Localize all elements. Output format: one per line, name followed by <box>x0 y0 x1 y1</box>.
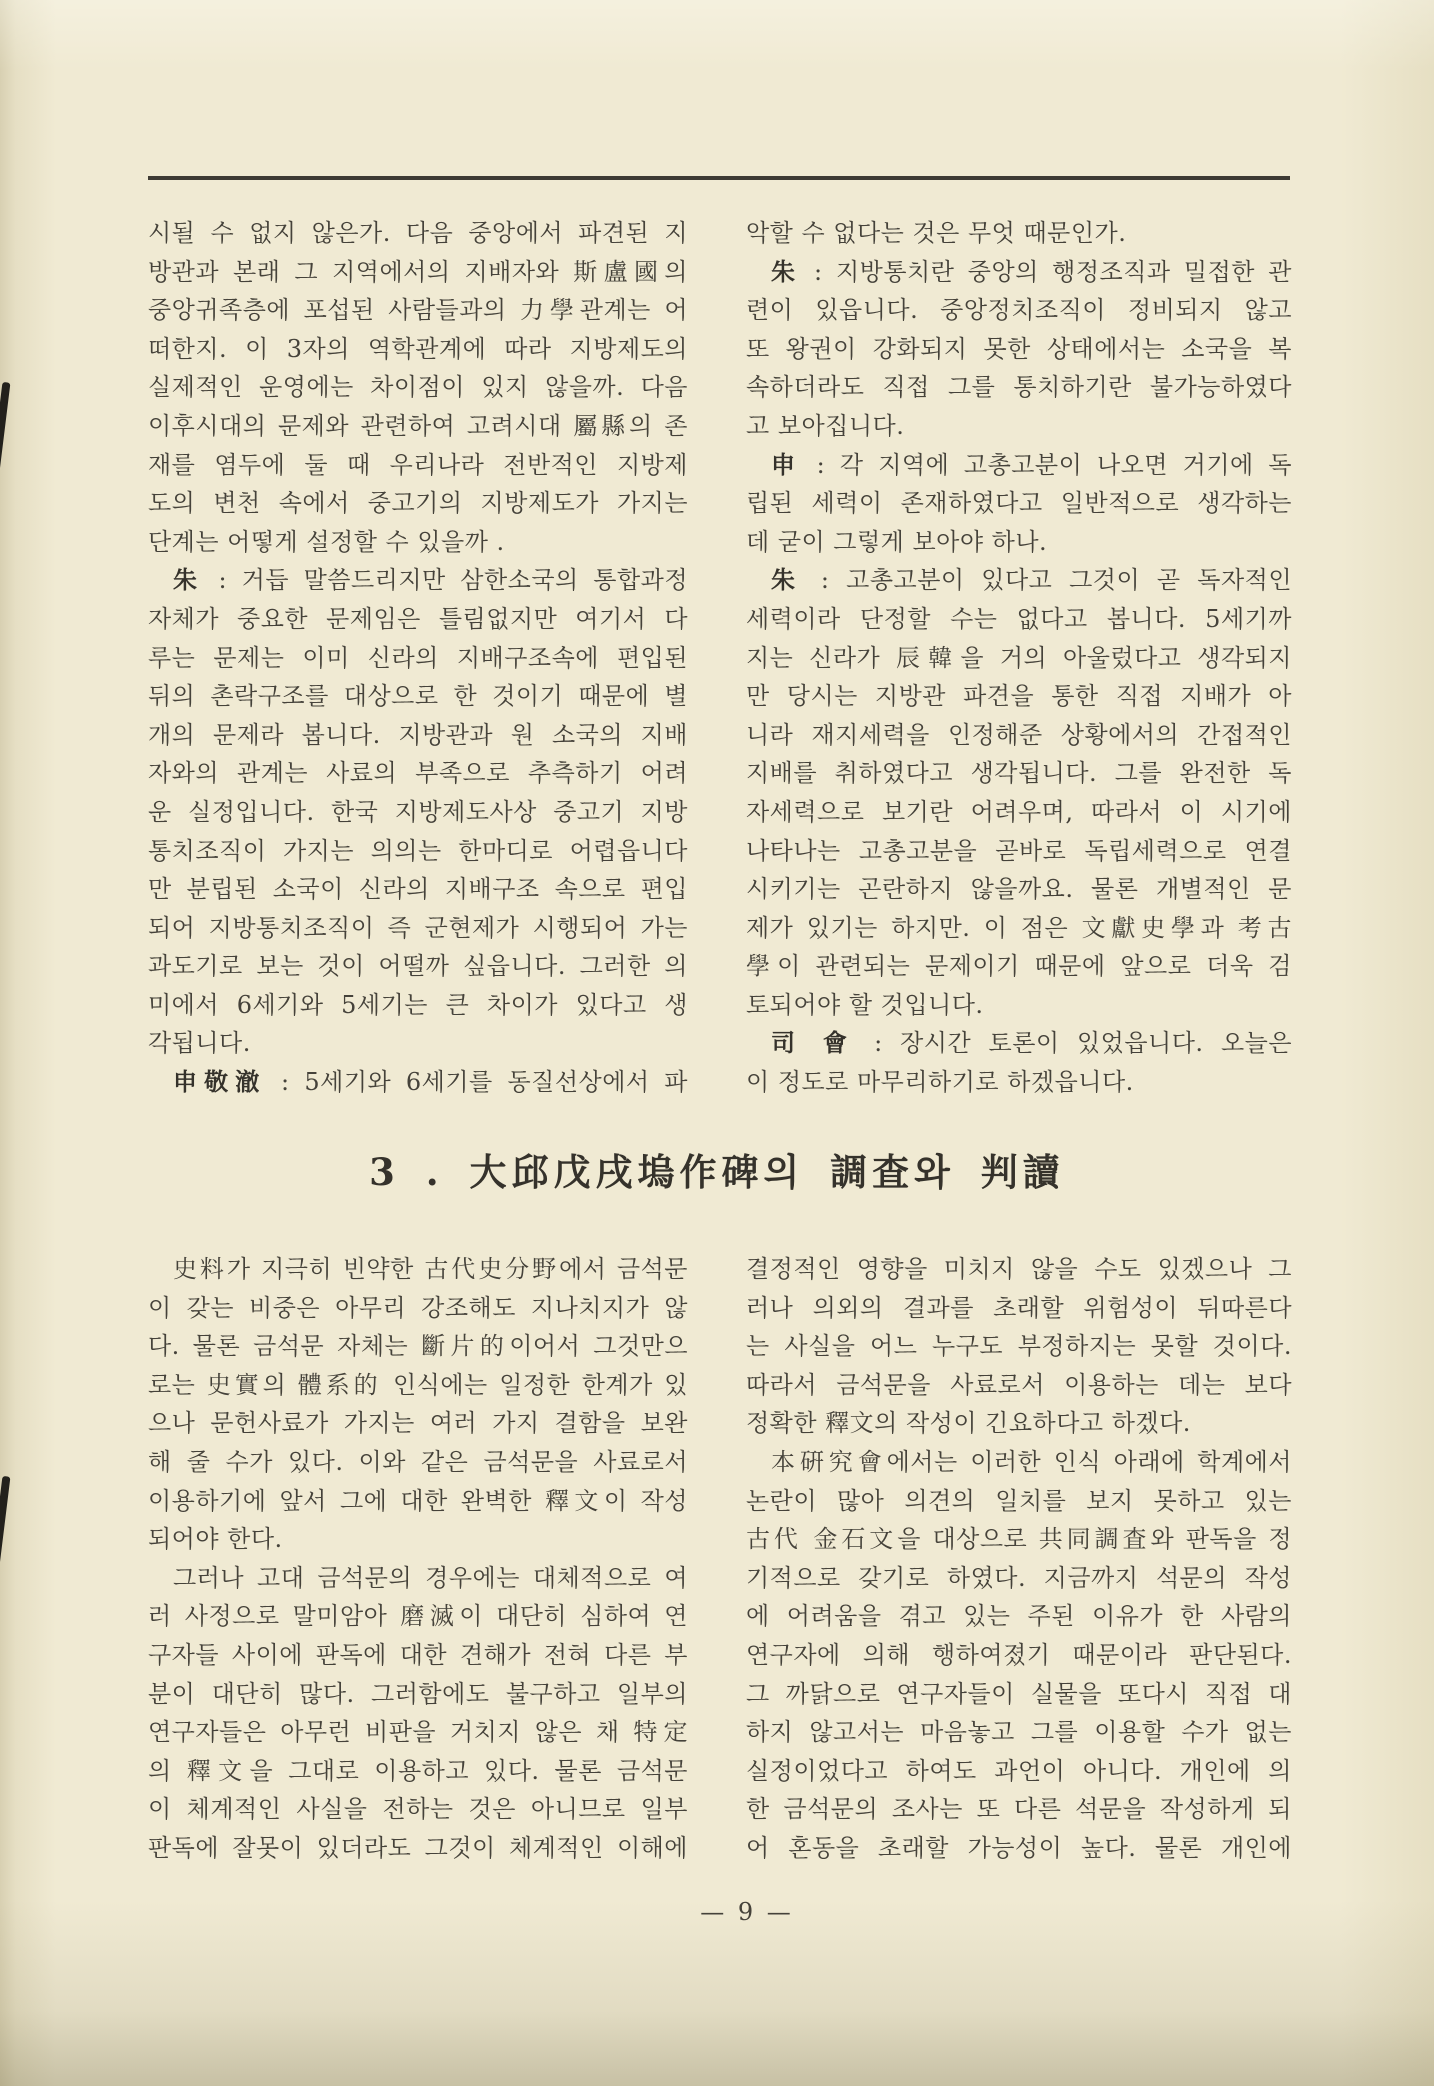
text-line: 申敬澈 : 5세기와 6세기를 동질선상에서 파 <box>173 1067 688 1097</box>
speaker-name: 朱 <box>173 565 204 595</box>
text-line: 로는 史實의 體系的 인식에는 일정한 한계가 있 <box>148 1370 688 1399</box>
text-line: 판독에 잘못이 있더라도 그것이 체계적인 이해에 <box>148 1833 688 1862</box>
text-line: 그러나 고대 금석문의 경우에는 대체적으로 여 <box>173 1563 688 1592</box>
text-line: 러나 의외의 결과를 초래할 위험성이 뒤따른다 <box>746 1293 1292 1322</box>
text-line: 의 釋文을 그대로 이용하고 있다. 물론 금석문 <box>148 1756 688 1785</box>
text-line: 뒤의 촌락구조를 대상으로 한 것이기 때문에 별 <box>148 682 688 711</box>
speaker-name: 朱 <box>771 565 805 595</box>
text-line: 연구자에 의해 행하여졌기 때문이라 판단된다. <box>746 1640 1292 1669</box>
text-line: 는 사실을 어느 누구도 부정하지는 못할 것이다. <box>746 1332 1292 1361</box>
text-line: 또 왕권이 강화되지 못한 상태에서는 소국을 복 <box>746 334 1292 363</box>
text-line: 떠한지. 이 3자의 역학관계에 따라 지방제도의 <box>148 334 688 363</box>
text-line: 고 보아집니다. <box>746 411 905 440</box>
text-line: 립된 세력이 존재하였다고 일반적으로 생각하는 <box>746 489 1292 518</box>
text-line: 시키기는 곤란하지 않을까요. 물론 개별적인 문 <box>746 875 1292 904</box>
text-line: 朱 : 거듭 말씀드리지만 삼한소국의 통합과정 <box>173 565 688 595</box>
text-line: 개의 문제라 봅니다. 지방관과 원 소국의 지배 <box>148 720 688 749</box>
text-line: 에 어려움을 겪고 있는 주된 이유가 한 사람의 <box>746 1602 1292 1631</box>
text-line: 어 혼동을 초래할 가능성이 높다. 물론 개인에 <box>746 1833 1292 1862</box>
text-line: 本硏究會에서는 이러한 인식 아래에 학계에서 <box>771 1447 1292 1476</box>
text-line: 시될 수 없지 않은가. 다음 중앙에서 파견된 지 <box>148 219 688 247</box>
text-line: 따라서 금석문을 사료로서 이용하는 데는 보다 <box>746 1370 1292 1399</box>
text-line: 朱 : 지방통치란 중앙의 행정조직과 밀접한 관 <box>771 256 1292 286</box>
text-line: 古代 金石文을 대상으로 共同調査와 판독을 정 <box>746 1525 1292 1554</box>
text-line: 토되어야 할 것입니다. <box>746 990 984 1019</box>
text-line: 단계는 어떻게 설정할 수 있을까 . <box>148 527 505 556</box>
text-line: 과도기로 보는 것이 어떨까 싶읍니다. 그러한 의 <box>148 952 688 981</box>
discussion-right-column <box>746 214 1292 1102</box>
article-section <box>148 1250 1292 1868</box>
discussion-section <box>148 214 1292 1102</box>
article-right-column <box>746 1250 1292 1868</box>
text-line: 朱 : 고총고분이 있다고 그것이 곧 독자적인 <box>771 565 1292 595</box>
text-line: 재를 염두에 둘 때 우리나라 전반적인 지방제 <box>148 450 688 479</box>
text-line: 러 사정으로 말미암아 磨滅이 대단히 심하여 연 <box>148 1602 688 1631</box>
text-line: 제가 있기는 하지만. 이 점은 文獻史學과 考古 <box>746 913 1292 942</box>
text-line: 도의 변천 속에서 중고기의 지방제도가 가지는 <box>148 489 688 518</box>
text-line: 學이 관련되는 문제이기 때문에 앞으로 더욱 검 <box>746 952 1292 981</box>
text-line: 분이 대단히 많다. 그러함에도 불구하고 일부의 <box>148 1679 688 1708</box>
text-line: 지배를 취하였다고 생각됩니다. 그를 완전한 독 <box>746 759 1292 788</box>
text-line: 정확한 釋文의 작성이 긴요하다고 하겠다. <box>746 1409 1191 1438</box>
text-line: 실정이었다고 하여도 과언이 아니다. 개인에 의 <box>746 1756 1292 1785</box>
text-line: 연구자들은 아무런 비판을 거치지 않은 채 特定 <box>148 1718 688 1747</box>
text-line: 악할 수 없다는 것은 무엇 때문인가. <box>746 219 1127 247</box>
text-line: 되어 지방통치조직이 즉 군현제가 시행되어 가는 <box>148 913 688 942</box>
text-line: 운 실정입니다. 한국 지방제도사상 중고기 지방 <box>148 797 688 826</box>
text-line: 으나 문헌사료가 가지는 여러 가지 결함을 보완 <box>148 1409 688 1438</box>
text-line: 중앙귀족층에 포섭된 사람들과의 力學관계는 어 <box>148 296 688 325</box>
text-line: 자체가 중요한 문제임은 틀림없지만 여기서 다 <box>148 604 688 633</box>
discussion-left-column <box>148 214 688 1102</box>
text-line: 이후시대의 문제와 관련하여 고려시대 屬縣의 존 <box>148 411 688 440</box>
text-line: 속하더라도 직접 그를 통치하기란 불가능하였다 <box>746 373 1292 402</box>
speaker-name: 司 會 <box>771 1028 857 1058</box>
text-line: 申 : 각 지역에 고총고분이 나오면 거기에 독 <box>771 449 1292 479</box>
speaker-name: 申 <box>771 449 803 479</box>
text-line: 하지 않고서는 마음놓고 그를 이용할 수가 없는 <box>746 1718 1292 1747</box>
text-line: 결정적인 영향을 미치지 않을 수도 있겠으나 그 <box>746 1255 1292 1283</box>
text-line: 자세력으로 보기란 어려우며, 따라서 이 시기에 <box>746 797 1292 826</box>
text-line: 기적으로 갖기로 하였다. 지금까지 석문의 작성 <box>746 1563 1292 1592</box>
text-line: 지는 신라가 辰韓을 거의 아울렀다고 생각되지 <box>746 643 1292 672</box>
text-line: 구자들 사이에 판독에 대한 견해가 전혀 다른 부 <box>148 1640 688 1669</box>
header-rule <box>148 176 1290 180</box>
page-number: — 9 — <box>700 1898 794 1926</box>
text-line: 만 분립된 소국이 신라의 지배구조 속으로 편입 <box>148 875 688 904</box>
text-line: 다. 물론 금석문 자체는 斷片的이어서 그것만으 <box>148 1332 688 1361</box>
text-line: 나타나는 고총고분을 곧바로 독립세력으로 연결 <box>746 836 1292 865</box>
text-line: 그 까닭으로 연구자들이 실물을 또다시 직접 대 <box>746 1679 1292 1708</box>
text-line: 史料가 지극히 빈약한 古代史分野에서 금석문 <box>173 1255 688 1283</box>
text-line: 이 체계적인 사실을 전하는 것은 아니므로 일부 <box>148 1795 688 1824</box>
text-line: 데 굳이 그렇게 보아야 하나. <box>746 527 1048 556</box>
text-line: 司 會 : 장시간 토론이 있었읍니다. 오늘은 <box>771 1028 1292 1058</box>
text-line: 통치조직이 가지는 의의는 한마디로 어렵읍니다 <box>148 836 688 865</box>
text-line: 실제적인 운영에는 차이점이 있지 않을까. 다음 <box>148 373 688 402</box>
text-line: 되어야 한다. <box>148 1525 283 1554</box>
article-left-column <box>148 1250 688 1868</box>
speaker-name: 申敬澈 <box>173 1067 267 1097</box>
text-line: 이 갖는 비중은 아무리 강조해도 지나치지가 않 <box>148 1293 688 1322</box>
section-heading: 3 . 大邱戊戌塢作碑의 調査와 判讀 <box>369 1150 1065 1194</box>
text-line: 한 금석문의 조사는 또 다른 석문을 작성하게 되 <box>746 1795 1292 1824</box>
text-line: 해 줄 수가 있다. 이와 같은 금석문을 사료로서 <box>148 1447 688 1476</box>
text-line: 자와의 관계는 사료의 부족으로 추측하기 어려 <box>148 759 688 788</box>
text-line: 각됩니다. <box>148 1029 251 1058</box>
speaker-name: 朱 <box>771 256 801 286</box>
text-line: 미에서 6세기와 5세기는 큰 차이가 있다고 생 <box>148 990 688 1019</box>
text-line: 루는 문제는 이미 신라의 지배구조속에 편입된 <box>148 643 688 672</box>
text-line: 논란이 많아 의견의 일치를 보지 못하고 있는 <box>746 1486 1292 1515</box>
text-line: 방관과 본래 그 지역에서의 지배자와 斯盧國의 <box>148 257 688 286</box>
text-line: 이 정도로 마무리하기로 하겠읍니다. <box>746 1068 1134 1097</box>
text-line: 니라 재지세력을 인정해준 상황에서의 간접적인 <box>746 720 1292 749</box>
text-line: 이용하기에 앞서 그에 대한 완벽한 釋文이 작성 <box>148 1486 688 1515</box>
text-line: 련이 있읍니다. 중앙정치조직이 정비되지 않고 <box>746 296 1292 325</box>
binding-mark-top <box>0 382 10 472</box>
text-line: 세력이라 단정할 수는 없다고 봅니다. 5세기까 <box>746 604 1292 633</box>
binding-mark-bottom <box>0 1476 10 1566</box>
text-line: 만 당시는 지방관 파견을 통한 직접 지배가 아 <box>746 682 1292 711</box>
